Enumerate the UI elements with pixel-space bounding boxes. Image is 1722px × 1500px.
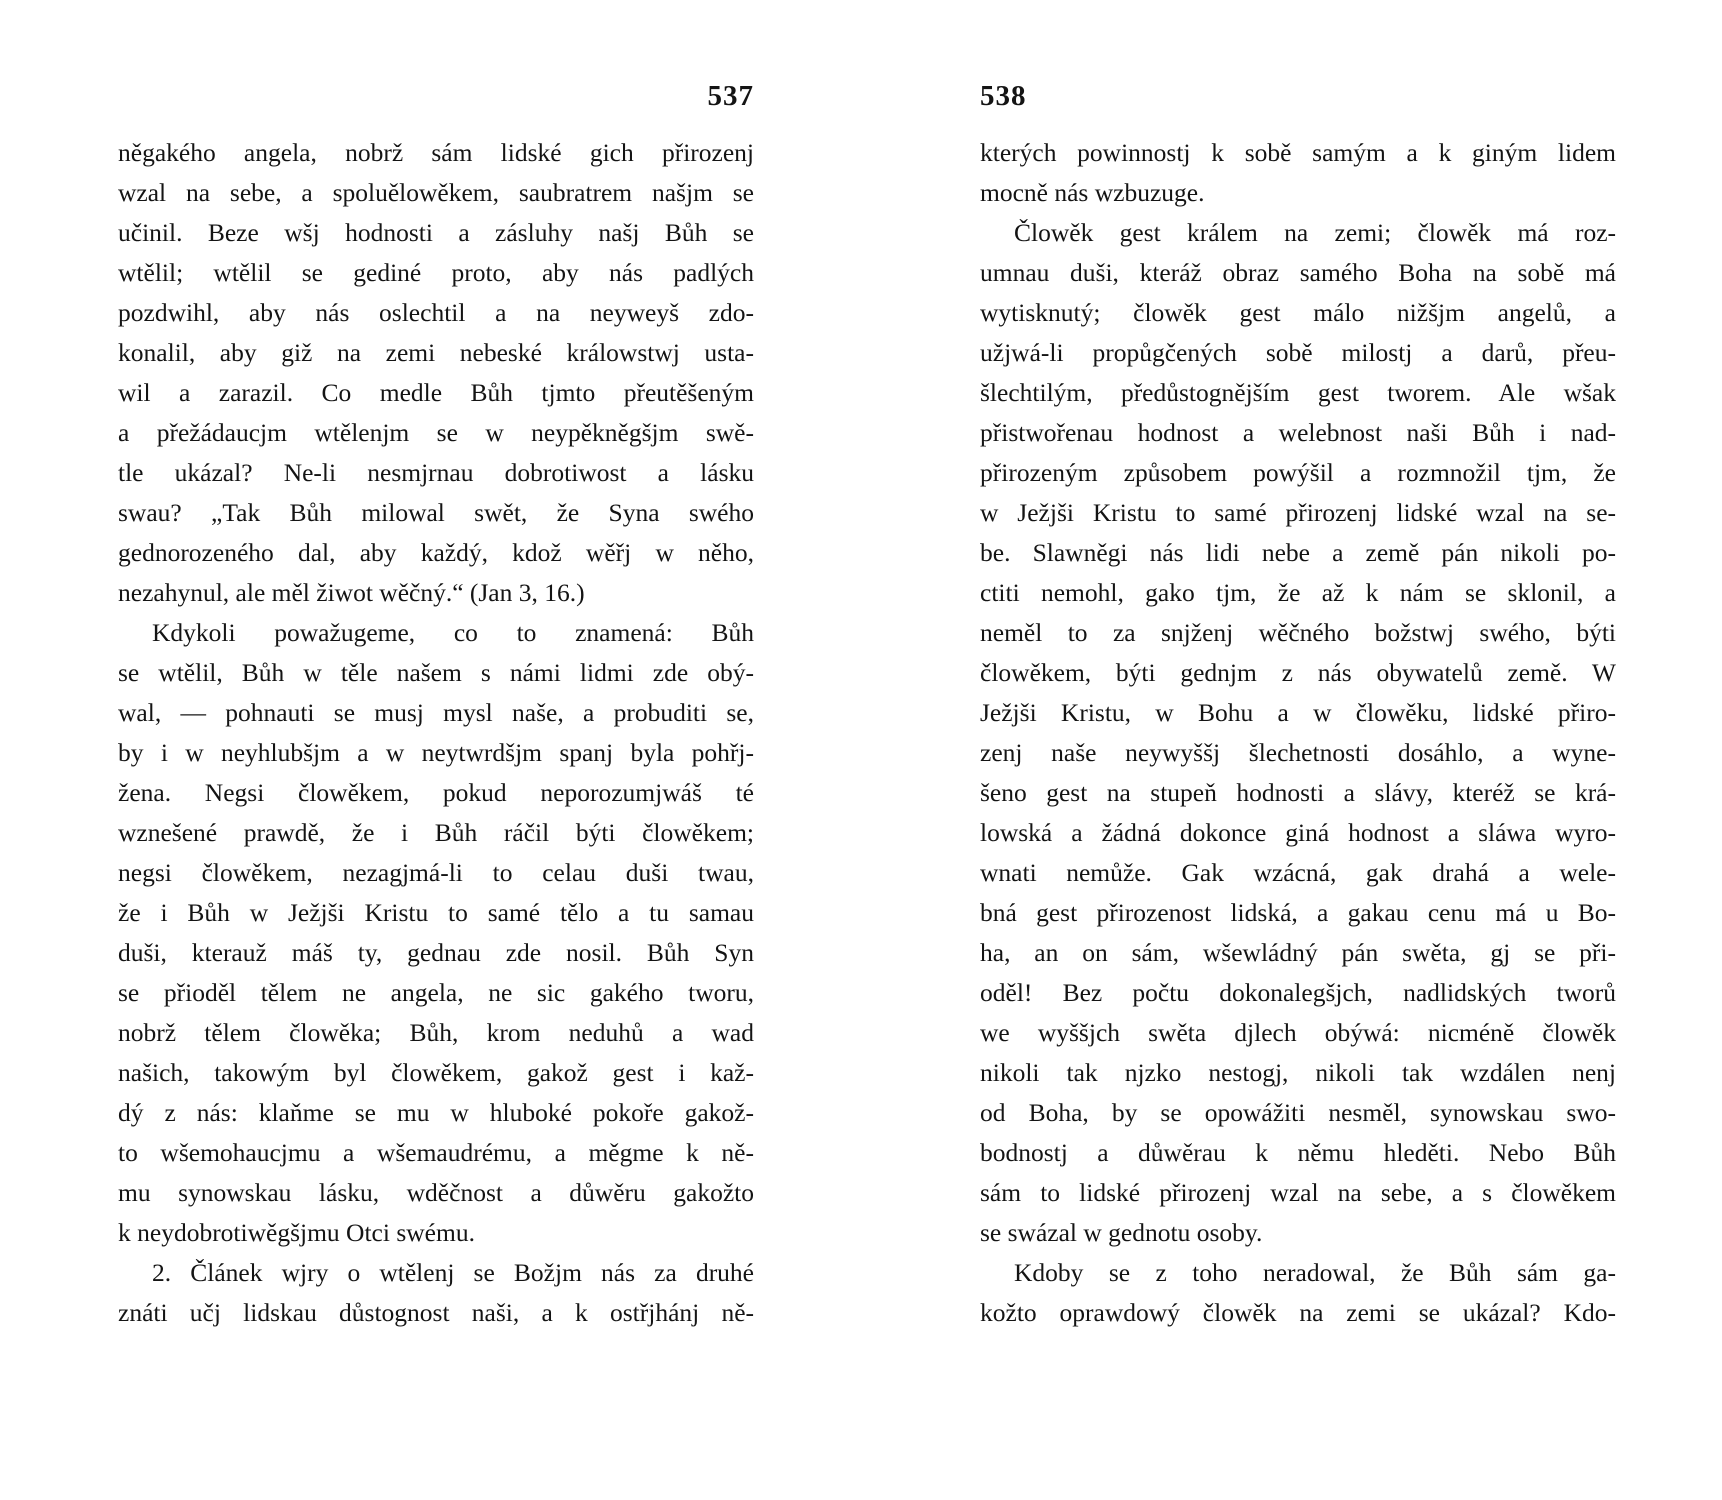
left-page-text <box>118 133 754 1333</box>
text-line: bodnostj a důwěrau k němu hleděti. Nebo Bůh <box>980 1138 1616 1167</box>
text-line: wal, — pohnauti se musj mysl naše, a probuditi se, <box>118 698 754 727</box>
text-line: užjwá-li propůgčených sobě milostj a darů, přeu- <box>980 338 1616 367</box>
left-page <box>118 0 754 1500</box>
text-line: člowěkem, býti gednjm z nás obywatelů země. W <box>980 658 1616 687</box>
text-line: našich, takowým byl člowěkem, gakož gest i kaž- <box>118 1058 754 1087</box>
text-line: kterých powinnostj k sobě samým a k giným lidem <box>980 138 1616 167</box>
text-line: bná gest přirozenost lidská, a gakau cenu má u Bo- <box>980 898 1616 927</box>
text-line: že i Bůh w Ježjši Kristu to samé tělo a tu samau <box>118 898 754 927</box>
text-line: se wtělil, Bůh w těle našem s námi lidmi zde obý- <box>118 658 754 687</box>
text-line: Ježjši Kristu, w Bohu a w člowěku, lidské přiro- <box>980 698 1616 727</box>
text-line: duši, kterauž máš ty, gednau zde nosil. Bůh Syn <box>118 938 754 967</box>
text-line: přirozeným způsobem powýšil a rozmnožil tjm, že <box>980 458 1616 487</box>
text-line: 2. Článek wjry o wtělenj se Božjm nás za druhé <box>152 1258 754 1287</box>
text-line: wzal na sebe, a spoluělowěkem, saubratrem našjm se <box>118 178 754 207</box>
text-line: we wyššjch swěta djlech obýwá: nicméně člowěk <box>980 1018 1616 1047</box>
text-line: neměl to za snjženj wěčného božstwj swého, býti <box>980 618 1616 647</box>
text-line: přistwořenau hodnost a welebnost naši Bůh i nad- <box>980 418 1616 447</box>
right-page-text <box>980 133 1616 1333</box>
text-line: konalil, aby giž na zemi nebeské králowstwj usta- <box>118 338 754 367</box>
text-line: w Ježjši Kristu to samé přirozenj lidské wzal na se- <box>980 498 1616 527</box>
text-line: wtělil; wtělil se gediné proto, aby nás padlých <box>118 258 754 287</box>
text-line: Člowěk gest králem na zemi; člowěk má roz- <box>1014 218 1616 247</box>
text-line: se swázal w gednotu osoby. <box>980 1218 1263 1247</box>
text-line: be. Slawněgi nás lidi nebe a země pán nikoli po- <box>980 538 1616 567</box>
text-line: by i w neyhlubšjm a w neytwrdšjm spanj byla pohřj- <box>118 738 754 767</box>
page-number: 538 <box>980 80 1027 112</box>
text-line: zenj naše neywyššj šlechetnosti dosáhlo, a wyne- <box>980 738 1616 767</box>
text-line: nikoli tak njzko nestogj, nikoli tak wzdálen nenj <box>980 1058 1616 1087</box>
text-line: negsi člowěkem, nezagjmá-li to celau duši twau, <box>118 858 754 887</box>
text-line: šeno gest na stupeň hodnosti a slávy, kteréž se krá- <box>980 778 1616 807</box>
text-line: šlechtilým, předůstognějším gest tworem. Ale wšak <box>980 378 1616 407</box>
text-line: a přežádaucjm wtělenjm se w neypěkněgšjm swě- <box>118 418 754 447</box>
text-line: ha, an on sám, wšewládný pán swěta, gj se při- <box>980 938 1616 967</box>
text-line: učinil. Beze wšj hodnosti a zásluhy našj Bůh se <box>118 218 754 247</box>
text-line: pozdwihl, aby nás oslechtil a na neyweyš zdo- <box>118 298 754 327</box>
text-line: lowská a žádná dokonce giná hodnost a sláwa wyro- <box>980 818 1616 847</box>
right-page <box>980 0 1616 1500</box>
text-line: dý z nás: klaňme se mu w hluboké pokoře gakož- <box>118 1098 754 1127</box>
text-line: swau? „Tak Bůh milowal swět, že Syna swého <box>118 498 754 527</box>
page-number: 537 <box>707 80 754 112</box>
text-line: ctiti nemohl, gako tjm, že až k nám se sklonil, a <box>980 578 1616 607</box>
text-line: nezahynul, ale měl žiwot wěčný.“ (Jan 3, 16.) <box>118 578 585 607</box>
text-line: žena. Negsi člowěkem, pokud neporozumjwáš té <box>118 778 754 807</box>
text-line: wytisknutý; člowěk gest málo nižšjm angelů, a <box>980 298 1616 327</box>
text-line: oděl! Bez počtu dokonalegšjch, nadlidských tworů <box>980 978 1616 1007</box>
text-line: od Boha, by se opowážiti nesměl, synowskau swo- <box>980 1098 1616 1127</box>
text-line: mocně nás wzbuzuge. <box>980 178 1205 207</box>
text-line: něgakého angela, nobrž sám lidské gich přirozenj <box>118 138 754 167</box>
text-line: k neydobrotiwěgšjmu Otci swému. <box>118 1218 475 1247</box>
text-line: nobrž tělem člowěka; Bůh, krom neduhů a wad <box>118 1018 754 1047</box>
text-line: wil a zarazil. Co medle Bůh tjmto přeutěšeným <box>118 378 754 407</box>
text-line: se přioděl tělem ne angela, ne sic gakého tworu, <box>118 978 754 1007</box>
text-line: sám to lidské přirozenj wzal na sebe, a s člowěkem <box>980 1178 1616 1207</box>
text-line: kožto oprawdowý člowěk na zemi se ukázal? Kdo- <box>980 1298 1616 1327</box>
text-line: Kdoby se z toho neradowal, že Bůh sám ga- <box>1014 1258 1616 1287</box>
text-line: umnau duši, kteráž obraz samého Boha na sobě má <box>980 258 1616 287</box>
text-line: mu synowskau lásku, wděčnost a důwěru gakožto <box>118 1178 754 1207</box>
text-line: tle ukázal? Ne-li nesmjrnau dobrotiwost a lásku <box>118 458 754 487</box>
text-line: wznešené prawdě, že i Bůh ráčil býti člowěkem; <box>118 818 754 847</box>
text-line: to wšemohaucjmu a wšemaudrému, a měgme k ně- <box>118 1138 754 1167</box>
text-line: wnati nemůže. Gak wzácná, gak drahá a wele- <box>980 858 1616 887</box>
text-line: gednorozeného dal, aby každý, kdož wěřj w něho, <box>118 538 754 567</box>
text-line: znáti učj lidskau důstognost naši, a k ostřjhánj ně- <box>118 1298 754 1327</box>
text-line: Kdykoli powažugeme, co to znamená: Bůh <box>152 618 754 647</box>
